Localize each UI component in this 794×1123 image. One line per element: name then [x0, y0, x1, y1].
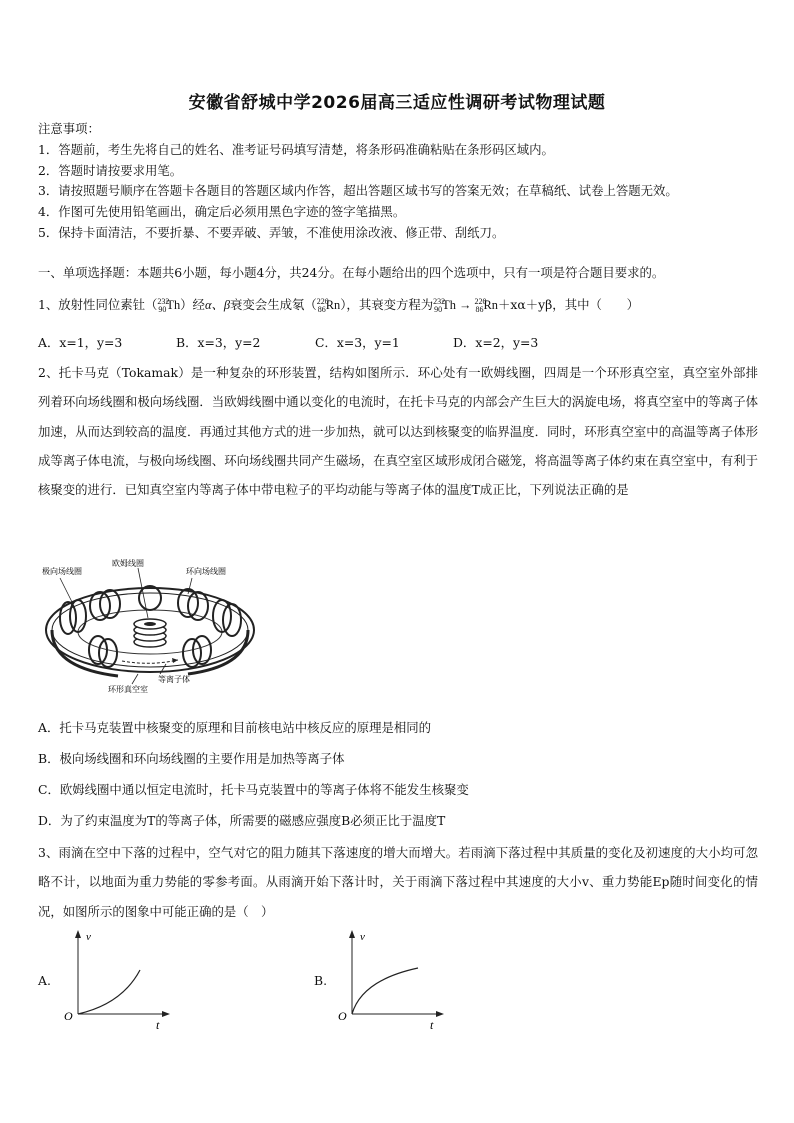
- q2-option-c: C．欧姆线圈中通以恒定电流时，托卡马克装置中的等离子体将不能发生核聚变: [38, 782, 469, 797]
- thorium-nuclide: $^{232}_{90}$Th: [157, 297, 181, 314]
- notice-item: 4．作图可先使用铅笔画出，确定后必须用黑色字迹的签字笔描黑。: [38, 204, 406, 219]
- label-plasma: 等离子体: [158, 675, 190, 684]
- arrow-symbol: →: [455, 298, 475, 312]
- notice-item: 5．保持卡面清洁，不要折暴、不要弄破、弄皱，不准使用涂改液、修正带、刮纸刀。: [38, 225, 505, 240]
- label-toroidal-coil: 环向场线圈: [186, 567, 226, 576]
- q1-mid1: ）经: [180, 297, 205, 312]
- q1-option-d: D．x=2，y=3: [453, 335, 539, 350]
- q1-alpha-beta: α、β: [204, 298, 231, 312]
- graph-a-ylabel: v: [86, 931, 91, 943]
- graph-a-xlabel: t: [156, 1018, 160, 1032]
- section-heading: 一、单项选择题：本题共6小题，每小题4分，共24分。在每小题给出的四个选项中，只有一项是符合题目要求的。: [38, 265, 665, 280]
- question-1-stem: [38, 297, 639, 315]
- q1-mid3: ），其衰变方程为: [340, 297, 434, 312]
- radon-nuclide: $^{220}_{86}$Rn: [316, 297, 341, 314]
- q2-option-a: A．托卡马克装置中核聚变的原理和目前核电站中核反应的原理是相同的: [38, 720, 432, 735]
- q1-eq-tail: ＋xα＋yβ，其中（ ）: [498, 297, 640, 312]
- label-vacuum-chamber: 环形真空室: [108, 685, 148, 694]
- q2-option-b: B．极向场线圈和环向场线圈的主要作用是加热等离子体: [38, 751, 345, 766]
- q1-option-c: C．x=3，y=1: [315, 335, 400, 350]
- label-ohmic-coil: 欧姆线圈: [112, 559, 144, 568]
- tokamak-figure: [38, 558, 260, 698]
- graph-b-origin: O: [338, 1009, 347, 1023]
- q1-option-a: A．x=1，y=3: [38, 335, 123, 350]
- radon-nuclide-eq: $^{220}_{86}$Rn: [474, 297, 498, 314]
- notice-item: 1．答题前，考生先将自己的姓名、准考证号码填写清楚，将条形码准确粘贴在条形码区域内。: [38, 142, 554, 157]
- graph-a-origin: O: [64, 1009, 73, 1023]
- question-3-stem: 3、雨滴在空中下落的过程中，空气对它的阻力随其下落速度的增大而增大。若雨滴下落过程中其质量的变化及初速度的大小均可忽略不计，以地面为重力势能的零参考面。从雨滴开始下落计时，关于雨滴下落过程中其速度的大小v、重力势能Ep随时间变化的情况，如图所示的图象中可能正确的是（ ）: [38, 845, 758, 919]
- graph-b: [336, 928, 446, 1032]
- q2-option-d: D．为了约束温度为T的等离子体，所需要的磁感应强度B必须正比于温度T: [38, 813, 446, 828]
- q1-prefix: 1、放射性同位素钍（: [38, 297, 158, 312]
- thorium-nuclide-eq: $^{232}_{90}$Th: [433, 297, 456, 314]
- label-poloidal-coil: 极向场线圈: [42, 567, 82, 576]
- notice-heading: 注意事项：: [38, 121, 100, 136]
- q1-mid2: 衰变会生成氡（: [230, 297, 317, 312]
- notice-item: 3．请按照题号顺序在答题卡各题目的答题区域内作答，超出答题区域书写的答案无效；在草稿纸、试卷上答题无效。: [38, 183, 678, 198]
- page-title: 安徽省舒城中学2026届高三适应性调研考试物理试题: [188, 93, 606, 113]
- graph-a: [62, 928, 172, 1032]
- graph-b-xlabel: t: [430, 1018, 434, 1032]
- notice-item: 2．答题时请按要求用笔。: [38, 163, 183, 178]
- graph-b-ylabel: v: [360, 931, 365, 943]
- graph-a-label: A.: [38, 973, 51, 988]
- graph-b-label: B.: [314, 973, 328, 988]
- q1-option-b: B．x=3，y=2: [176, 335, 261, 350]
- question-2-stem: 2、托卡马克（Tokamak）是一种复杂的环形装置，结构如图所示．环心处有一欧姆线圈，四周是一个环形真空室，真空室外部排列着环向场线圈和极向场线圈．当欧姆线圈中通以变化的电流时，在托卡马克的内部会产生巨大的涡旋电场，将真空室中的等离子体加速，从而达到较高的温度．再通过其他方式的进一步加热，就可以达到核聚变的临界温度．同时，环形真空室中的高温等离子体形成等离子体电流，与极向场线圈、环向场线圈共同产生磁场，在真空室区域形成闭合磁笼，将高温等离子体约束在真空室中，有利于核聚变的进行．已知真空室内等离子体中带电粒子的平均动能与等离子体的温度T成正比，下列说法正确的是: [38, 365, 758, 498]
